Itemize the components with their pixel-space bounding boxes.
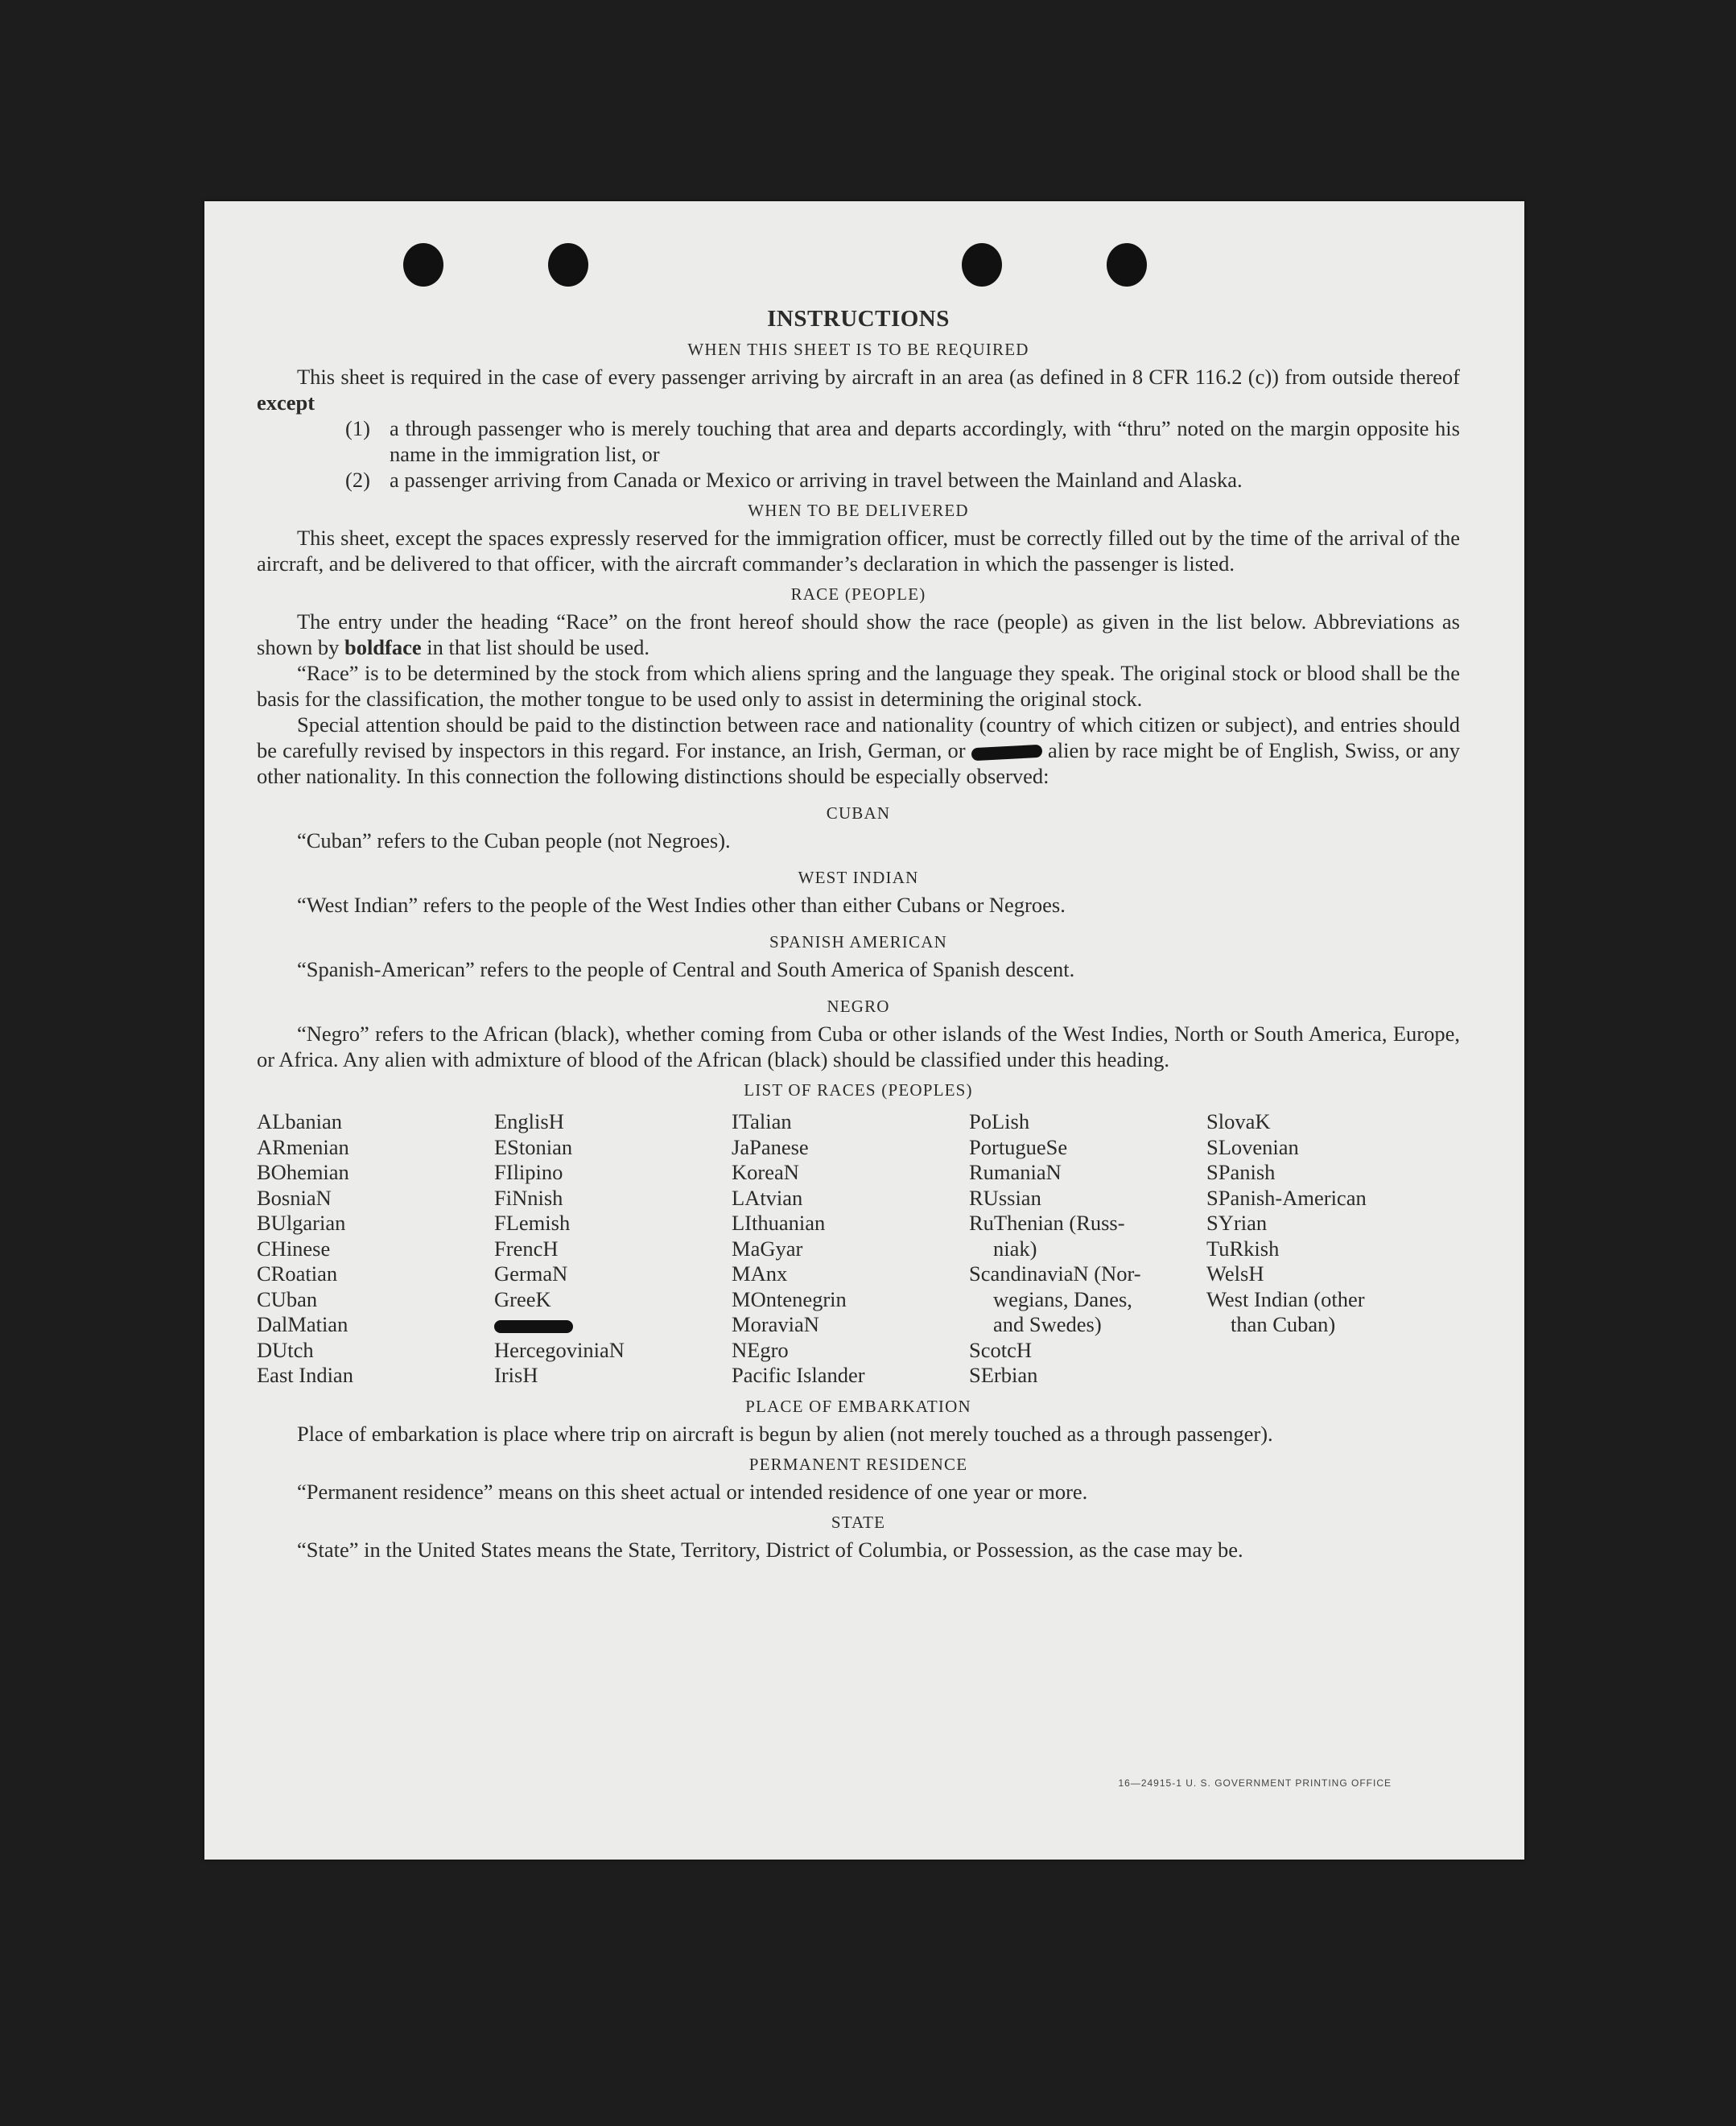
race-entry: East Indian xyxy=(257,1363,353,1387)
paragraph: Place of embarkation is place where trip on aircraft is begun by alien (not merely touched as a through passenger). xyxy=(297,1421,1273,1446)
punch-hole xyxy=(548,243,588,287)
race-entry: wegians, Danes, xyxy=(993,1286,1132,1311)
print-code: 16—24915-1 U. S. GOVERNMENT PRINTING OFFICE xyxy=(1118,1777,1392,1789)
race-entry: SLovenian xyxy=(1206,1134,1299,1159)
race-entry: ScotcH xyxy=(969,1337,1033,1362)
paragraph: “West Indian” refers to the people of the West Indies other than either Cubans or Negroes. xyxy=(297,893,1066,917)
list-item: (2) a passenger arriving from Canada or Mexico or arriving in travel between the Mainland and Alaska. xyxy=(345,468,1243,492)
race-entry: FiNnish xyxy=(494,1185,563,1210)
race-entry: TuRkish xyxy=(1206,1236,1280,1261)
race-entry: PortugueSe xyxy=(969,1134,1068,1159)
paragraph: “Race” is to be determined by the stock from which aliens spring and the language they speak. The original stock or blood shall be the basis for the classification, the mother tongue to be used only to assist in determining the original stock. xyxy=(257,661,1460,711)
race-entry: KoreaN xyxy=(732,1160,799,1184)
section-heading: SPANISH AMERICAN xyxy=(769,932,947,952)
race-entry: BosniaN xyxy=(257,1185,332,1210)
paragraph: The entry under the heading “Race” on the front hereof should show the race (people) as given in the list below. Abbreviations as shown by boldface in that list should be used. xyxy=(257,609,1460,659)
section-heading: NEGRO xyxy=(827,997,890,1016)
paragraph: “State” in the United States means the State, Territory, District of Columbia, or Possession, as the case may be. xyxy=(297,1537,1243,1562)
section-heading: WHEN TO BE DELIVERED xyxy=(748,501,969,520)
race-entry xyxy=(494,1312,732,1338)
race-entry: EnglisH xyxy=(494,1109,564,1133)
race-entry: Pacific Islander xyxy=(732,1363,865,1387)
paragraph: “Spanish-American” refers to the people of Central and South America of Spanish descent. xyxy=(297,957,1075,981)
race-entry: ALbanian xyxy=(257,1109,342,1133)
race-list xyxy=(257,1109,1460,1389)
section-heading: PERMANENT RESIDENCE xyxy=(748,1454,968,1474)
race-entry: ScandinaviaN (Nor- xyxy=(969,1261,1141,1286)
race-entry: PoLish xyxy=(969,1109,1030,1133)
race-entry: MoraviaN xyxy=(732,1312,819,1336)
punch-hole xyxy=(1107,243,1147,287)
race-entry: WelsH xyxy=(1206,1261,1264,1286)
race-entry: IrisH xyxy=(494,1363,538,1387)
race-entry: DalMatian xyxy=(257,1312,348,1336)
race-entry: DUtch xyxy=(257,1337,314,1362)
race-entry: JaPanese xyxy=(732,1134,809,1159)
race-entry: SErbian xyxy=(969,1363,1038,1387)
race-entry: ARmenian xyxy=(257,1134,349,1159)
race-entry: LAtvian xyxy=(732,1185,803,1210)
race-column xyxy=(494,1109,732,1389)
race-entry: MOntenegrin xyxy=(732,1286,847,1311)
redaction-mark xyxy=(494,1320,573,1333)
race-entry: RUssian xyxy=(969,1185,1041,1210)
race-entry: SlovaK xyxy=(1206,1109,1271,1133)
race-entry: BOhemian xyxy=(257,1160,349,1184)
paragraph: This sheet, except the spaces expressly reserved for the immigration officer, must be correctly filled out by the time of the arrival of the aircraft, and be delivered to that officer, with the aircraft commander’s declaration in which the passenger is listed. xyxy=(257,526,1460,576)
race-entry: GermaN xyxy=(494,1261,568,1286)
section-heading: WEST INDIAN xyxy=(798,868,919,887)
section-heading: STATE xyxy=(831,1512,886,1532)
list-item: (1) a through passenger who is merely touching that area and departs accordingly, with “thru” noted on the margin opposite his name in the immigration list, or xyxy=(345,416,1460,466)
page-title: INSTRUCTIONS xyxy=(767,306,950,332)
race-column xyxy=(1206,1109,1444,1389)
race-column xyxy=(969,1109,1206,1389)
section-heading: LIST OF RACES (PEOPLES) xyxy=(744,1080,973,1100)
section-heading: PLACE OF EMBARKATION xyxy=(745,1396,971,1416)
race-entry: MAnx xyxy=(732,1261,788,1286)
paragraph: This sheet is required in the case of every passenger arriving by aircraft in an area (as defined in 8 CFR 116.2 (c)) from outside thereof except xyxy=(257,365,1460,415)
race-entry: NEgro xyxy=(732,1337,789,1362)
race-entry: CUban xyxy=(257,1286,318,1311)
instruction-sheet xyxy=(204,201,1524,1860)
race-column xyxy=(732,1109,969,1389)
paragraph: “Negro” refers to the African (black), whether coming from Cuba or other islands of the West Indies, North or South America, Europe, or Africa. Any alien with admixture of blood of the African (black) should be classified under this heading. xyxy=(257,1022,1460,1071)
race-entry: EStonian xyxy=(494,1134,573,1159)
race-entry: and Swedes) xyxy=(993,1312,1102,1336)
race-entry: than Cuban) xyxy=(1231,1312,1336,1336)
race-entry: RuThenian (Russ- xyxy=(969,1211,1125,1235)
race-entry: ITalian xyxy=(732,1109,792,1133)
section-heading: RACE (PEOPLE) xyxy=(790,584,926,604)
race-entry: CHinese xyxy=(257,1236,331,1261)
race-entry: LIthuanian xyxy=(732,1211,826,1235)
punch-hole xyxy=(403,243,443,287)
race-entry: BUlgarian xyxy=(257,1211,346,1235)
race-entry: RumaniaN xyxy=(969,1160,1062,1184)
paragraph: Special attention should be paid to the distinction between race and nationality (country of which citizen or subject), and entries should be carefully revised by inspectors in this regard. For instance, an Irish, German, or alien by race might be of English, Swiss, or any other nationality. In this connection the following distinctions should be especially observed: xyxy=(257,712,1461,788)
race-entry: West Indian (other xyxy=(1206,1286,1365,1311)
race-entry: FrencH xyxy=(494,1236,559,1261)
section-heading: WHEN THIS SHEET IS TO BE REQUIRED xyxy=(687,340,1029,359)
race-entry: SYrian xyxy=(1206,1211,1268,1235)
race-entry: MaGyar xyxy=(732,1236,803,1261)
race-entry: CRoatian xyxy=(257,1261,338,1286)
redaction-mark xyxy=(971,745,1042,762)
paragraph: “Cuban” refers to the Cuban people (not Negroes). xyxy=(297,828,731,852)
race-entry: GreeK xyxy=(494,1286,551,1311)
race-entry: SPanish xyxy=(1206,1160,1276,1184)
race-entry: SPanish-American xyxy=(1206,1185,1367,1210)
section-heading: CUBAN xyxy=(826,803,891,823)
punch-hole xyxy=(962,243,1002,287)
race-column xyxy=(257,1109,494,1389)
paragraph: “Permanent residence” means on this sheet actual or intended residence of one year or more. xyxy=(297,1479,1088,1504)
race-entry: FIlipino xyxy=(494,1160,563,1184)
race-entry: HercegoviniaN xyxy=(494,1337,625,1362)
race-entry: niak) xyxy=(993,1236,1037,1261)
race-entry: FLemish xyxy=(494,1211,571,1235)
